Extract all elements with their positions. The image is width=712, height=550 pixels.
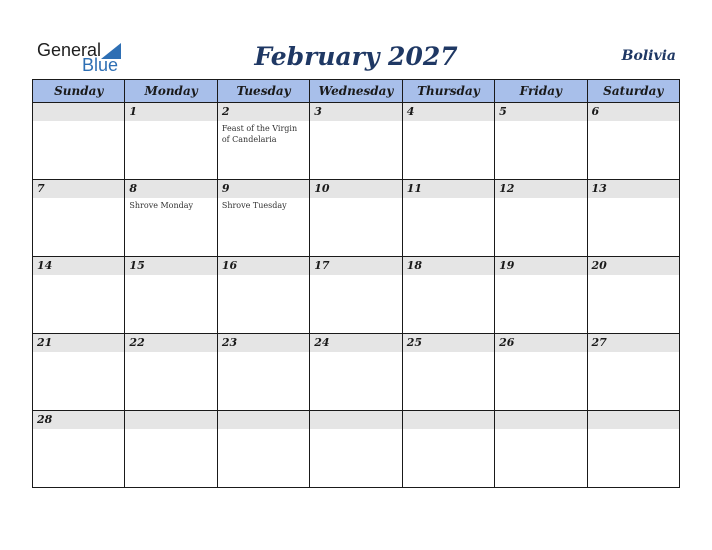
holiday-label: Feast of the Virgin of Candelaria [221,124,298,144]
day-number: 11 [406,182,422,195]
holiday-label [33,198,124,200]
holiday-label [588,352,679,354]
day-number-bar [310,257,401,275]
day-number: 9 [221,182,230,195]
holiday-label [125,275,216,277]
weekday-header: Friday [495,80,587,103]
holiday-label [495,429,586,431]
holiday-label [310,429,401,431]
day-number: 1 [129,105,138,118]
logo-word-blue: Blue [82,55,119,75]
day-number: 7 [37,182,45,195]
day-number-bar [125,411,216,429]
day-number-bar [310,334,401,352]
week-row [33,180,680,257]
holiday-label [403,429,494,431]
day-number-bar [125,180,216,198]
day-cell [217,180,309,257]
logo-word-general: General [37,40,102,60]
day-number-bar [588,180,679,198]
day-number-bar [218,103,309,121]
holiday-label [588,121,679,123]
day-cell [587,411,679,488]
weekday-header: Saturday [587,80,679,103]
day-cell [125,411,217,488]
holiday-label [218,429,309,431]
holiday-label: Shrove Tuesday [221,201,287,210]
day-number-bar [218,411,309,429]
day-number: 24 [314,336,330,349]
day-cell [495,257,587,334]
day-number-bar [588,103,679,121]
country-label: Bolivia [621,48,676,64]
day-number: 15 [129,259,145,272]
week-row [33,411,680,488]
day-number: 28 [37,413,53,426]
day-number-bar [403,180,494,198]
holiday-label [310,121,401,123]
day-number-bar [310,103,401,121]
day-number-bar [403,257,494,275]
day-number: 19 [499,259,515,272]
day-number-bar [403,411,494,429]
day-cell [33,334,125,411]
day-cell [310,103,402,180]
day-number-bar [125,334,216,352]
day-number: 3 [314,105,322,118]
day-number: 14 [37,259,53,272]
holiday-label [588,429,679,431]
day-cell [587,257,679,334]
day-number-bar [33,103,124,121]
holiday-label [33,429,124,431]
day-number: 27 [591,336,607,349]
day-number: 25 [406,336,422,349]
day-number: 5 [499,105,507,118]
holiday-label [33,275,124,277]
holiday-label [403,275,494,277]
day-cell [402,103,494,180]
day-number-bar [495,180,586,198]
day-cell [310,411,402,488]
day-number-bar [33,334,124,352]
day-number-bar [33,411,124,429]
day-number: 2 [221,105,230,118]
day-number-bar [218,180,309,198]
day-cell [217,257,309,334]
holiday-label [403,121,494,123]
weekday-header: Tuesday [217,80,309,103]
holiday-label [495,121,586,123]
day-number-bar [33,257,124,275]
day-number: 4 [406,105,415,118]
holiday-label [218,275,309,277]
day-cell [495,334,587,411]
day-cell [217,334,309,411]
day-cell [217,411,309,488]
day-cell [33,103,125,180]
page-title: February 2027 [254,42,458,71]
day-cell [495,411,587,488]
day-number: 18 [406,259,422,272]
day-cell [310,257,402,334]
day-number-bar [125,103,216,121]
week-row [33,334,680,411]
day-number: 8 [129,182,138,195]
holiday-label [495,352,586,354]
holiday-label [310,352,401,354]
day-cell [217,103,309,180]
day-cell [310,334,402,411]
day-cell [402,257,494,334]
day-cell [402,334,494,411]
day-number-bar [495,411,586,429]
day-cell [495,103,587,180]
weekday-header: Monday [125,80,217,103]
weekday-header: Thursday [402,80,494,103]
holiday-label [310,198,401,200]
day-cell [587,180,679,257]
week-row [33,103,680,180]
calendar-grid [32,79,680,488]
day-cell [125,257,217,334]
day-number-bar [495,257,586,275]
holiday-label [33,121,124,123]
holiday-label [218,352,309,354]
day-number: 16 [221,259,238,272]
day-cell [33,257,125,334]
day-number-bar [403,334,494,352]
day-cell [402,180,494,257]
day-cell [587,334,679,411]
day-number: 23 [221,336,238,349]
day-number-bar [310,411,401,429]
day-number-bar [218,257,309,275]
day-cell [402,411,494,488]
holiday-label [125,121,216,123]
day-number-bar [125,257,216,275]
holiday-label: Shrove Monday [129,201,194,210]
holiday-label [403,198,494,200]
day-cell [495,180,587,257]
day-cell [125,334,217,411]
day-number: 12 [499,182,515,195]
weekday-header: Sunday [33,80,125,103]
holiday-label [33,352,124,354]
holiday-label [588,198,679,200]
holiday-label [495,198,586,200]
holiday-label [403,352,494,354]
day-number-bar [495,103,586,121]
day-number: 21 [37,336,53,349]
day-cell [125,180,217,257]
day-number-bar [403,103,494,121]
day-number: 6 [591,105,600,118]
holiday-label [125,429,216,431]
weekday-header: Wednesday [310,80,402,103]
day-number-bar [588,411,679,429]
day-number-bar [588,334,679,352]
holiday-label [310,275,401,277]
day-number: 26 [499,336,515,349]
holiday-label [495,275,586,277]
day-number: 22 [129,336,145,349]
week-row [33,257,680,334]
day-number: 10 [314,182,330,195]
day-number-bar [218,334,309,352]
day-cell [587,103,679,180]
day-number-bar [310,180,401,198]
holiday-label [125,352,216,354]
day-number-bar [495,334,586,352]
day-number: 17 [314,259,330,272]
day-number-bar [33,180,124,198]
day-cell [310,180,402,257]
day-number: 20 [591,259,607,272]
day-number-bar [588,257,679,275]
weekday-header-row [33,80,680,103]
day-cell [33,180,125,257]
day-cell [125,103,217,180]
day-cell [33,411,125,488]
holiday-label [588,275,679,277]
day-number: 13 [591,182,607,195]
